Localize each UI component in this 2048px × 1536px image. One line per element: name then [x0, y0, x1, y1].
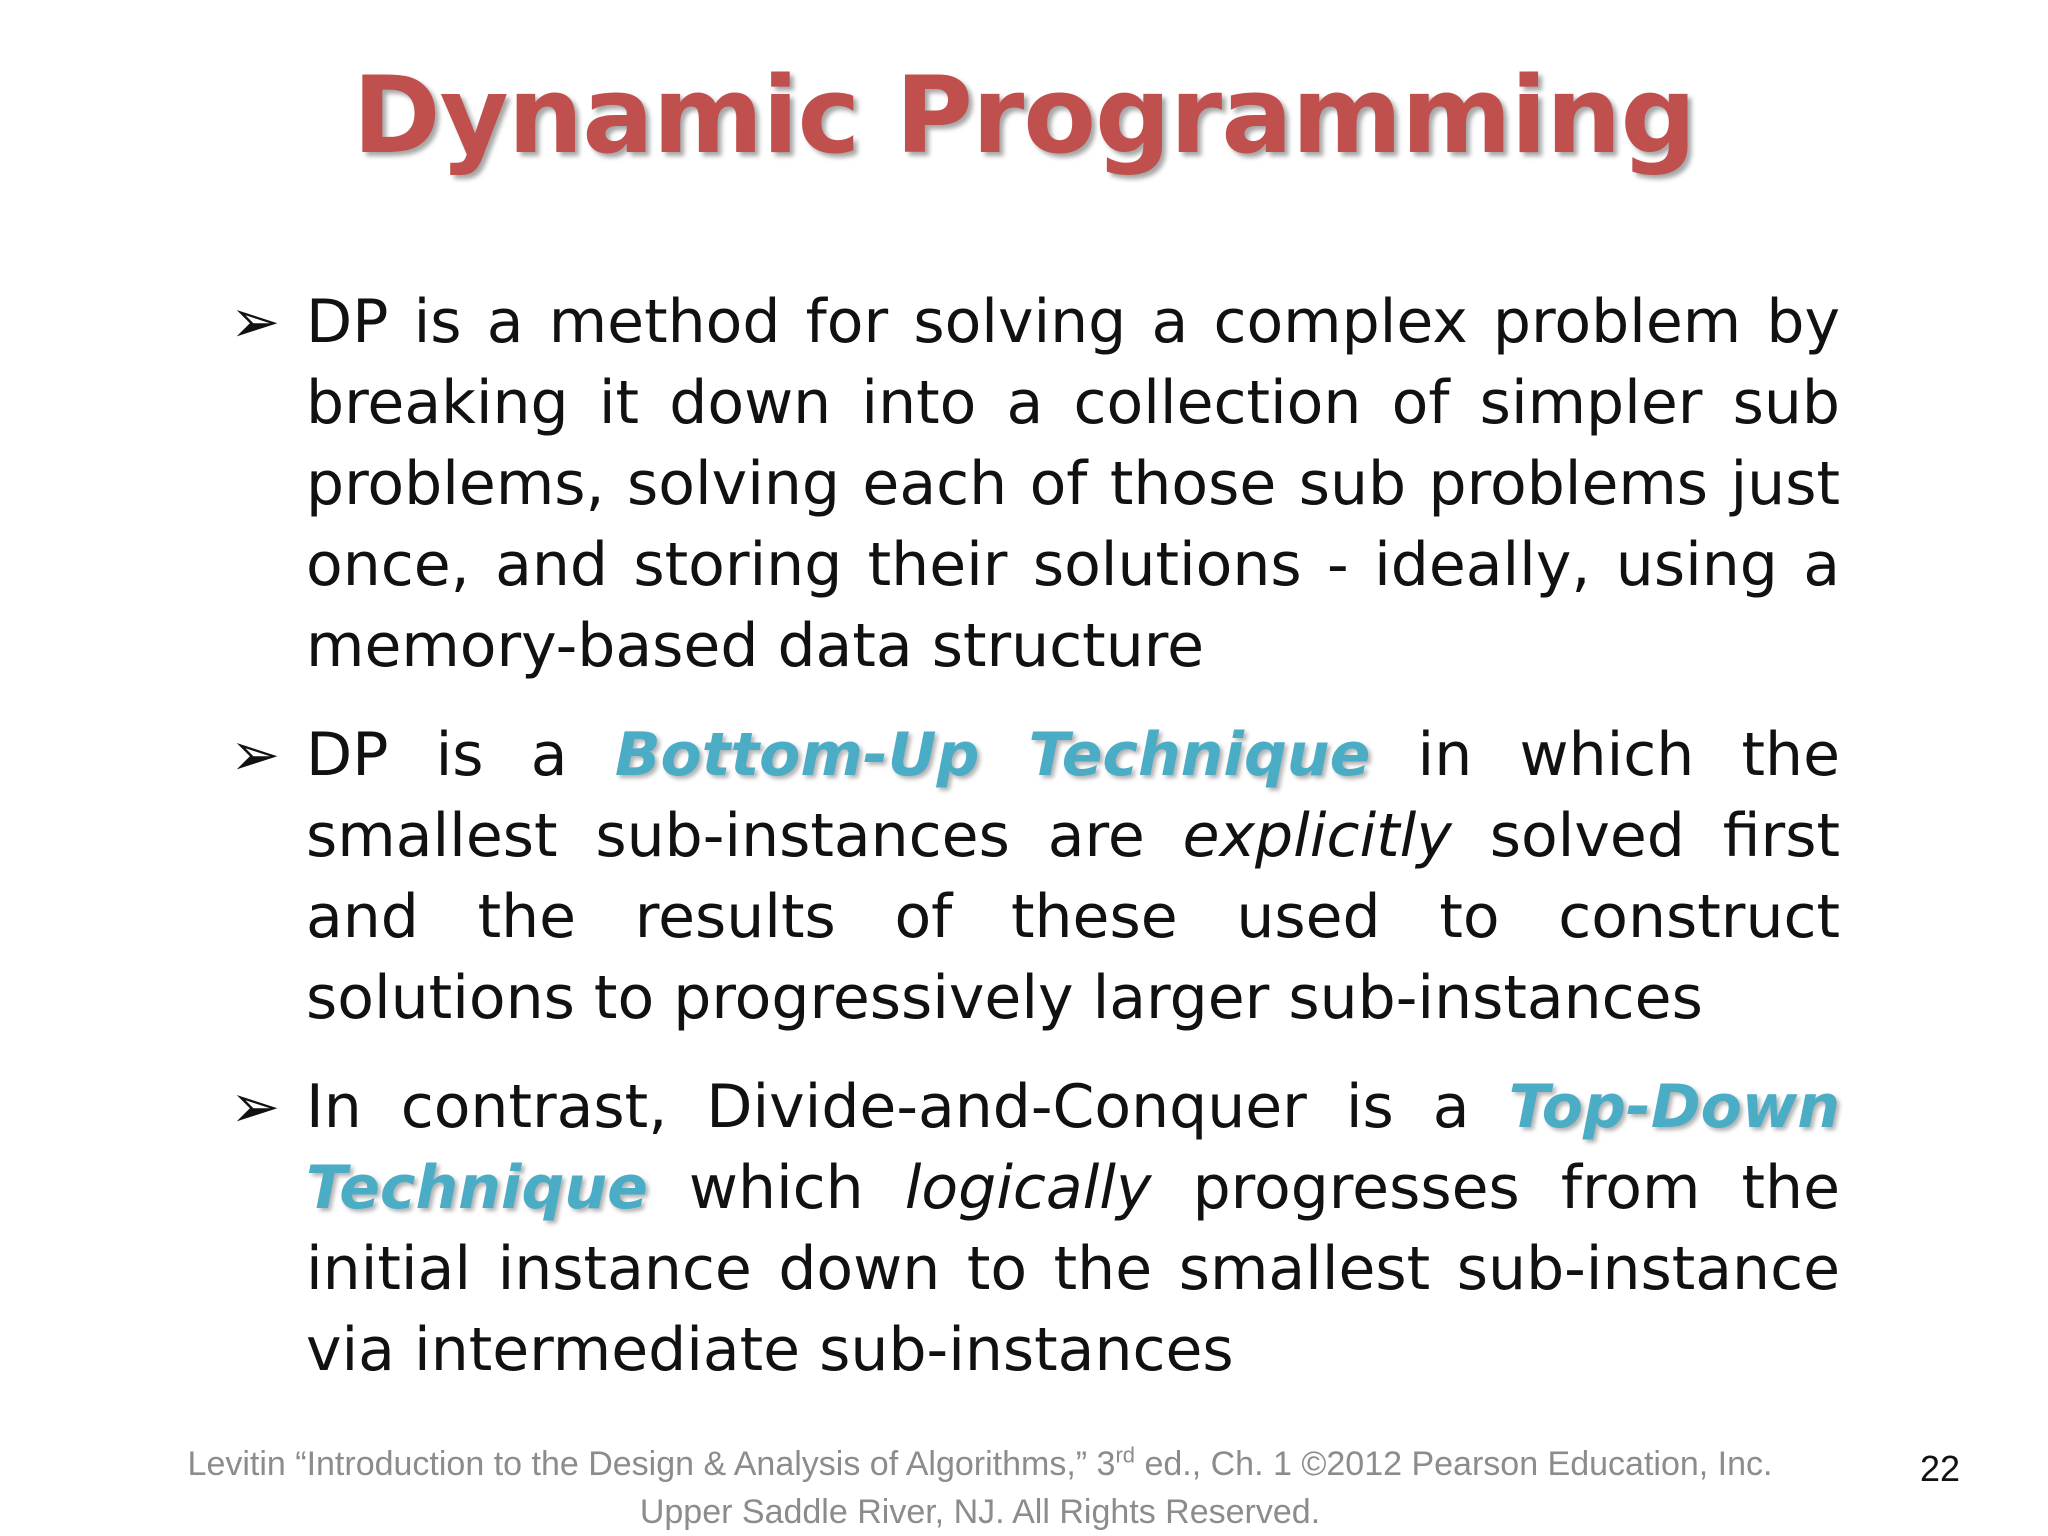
bullet-item-bottom-up: [230, 715, 1840, 1039]
bullet-text-mid: which: [647, 1153, 905, 1223]
bullet-text: DP is a method for solving a complex problem by breaking it down into a collection of simpler sub problems, solving each of those sub problems just once, and storing their solutions - ideally, using a memory-based data structure: [306, 287, 1840, 681]
bullet-text-pre: DP is a: [306, 720, 615, 790]
highlight-term-top-down: Top-Down Technique: [306, 1072, 1840, 1223]
citation-superscript: rd: [1115, 1442, 1136, 1468]
bullet-text-post: solved first and the results of these used to construct solutions to progressively larger sub-instances: [306, 801, 1840, 1033]
arrow-bullet-icon: ➢: [230, 1072, 281, 1142]
bullet-text-pre: In contrast, Divide-and-Conquer is a: [306, 1072, 1509, 1142]
emphasis-logically: logically: [904, 1153, 1152, 1223]
bullet-item-top-down: [230, 1067, 1840, 1391]
slide-title: Dynamic Programming: [352, 54, 1696, 177]
footer-citation: [150, 1440, 1810, 1536]
bullet-list: [230, 282, 1840, 1419]
citation-text-end: ed., Ch. 1 ©2012 Pearson Education, Inc. Upper Saddle River, NJ. All Rights Reserved.: [639, 1445, 1773, 1531]
highlight-term-bottom-up: Bottom-Up Technique: [614, 720, 1371, 790]
page-number: 22: [1919, 1448, 1960, 1489]
arrow-bullet-icon: ➢: [230, 287, 281, 357]
bullet-text-mid: in which the smallest sub-instances are: [306, 720, 1840, 871]
emphasis-explicitly: explicitly: [1182, 801, 1452, 871]
bullet-item-dp-definition: [230, 282, 1840, 687]
citation-text-start: Levitin “Introduction to the Design & Analysis of Algorithms,” 3: [187, 1445, 1116, 1483]
arrow-bullet-icon: ➢: [230, 720, 281, 790]
bullet-text-post: progresses from the initial instance down to the smallest sub-instance via intermediate sub-instances: [306, 1153, 1840, 1385]
